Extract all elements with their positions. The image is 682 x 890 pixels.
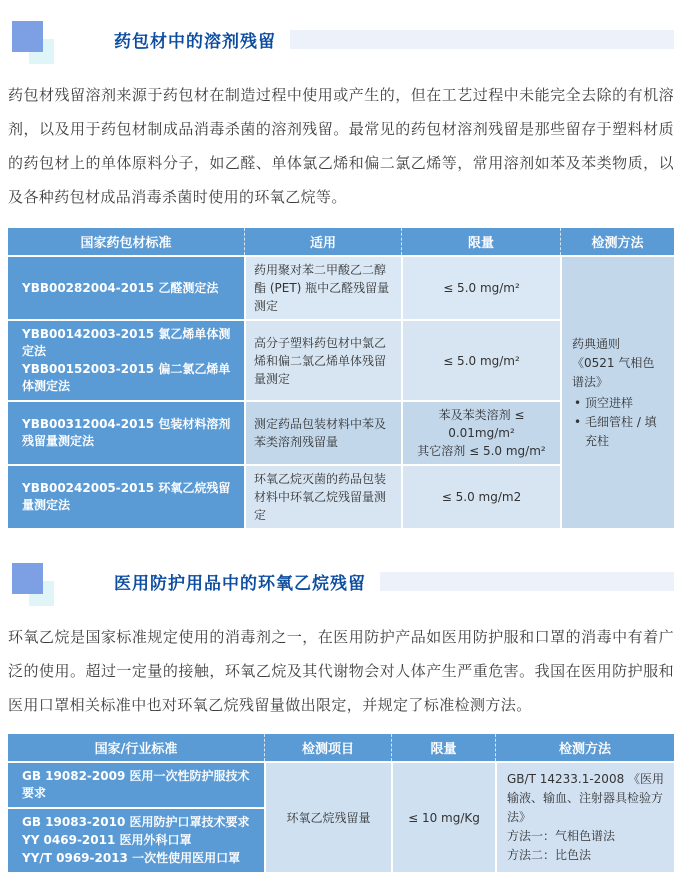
table-row bbox=[8, 761, 674, 807]
method-lines: GB/T 14233.1-2008 《医用输液、输血、注射器具检验方法》 方法一：气相色谱法 方法二：比色法 bbox=[507, 772, 665, 862]
standard-cell: YBB00142003-2015 氯乙烯单体测定法 YBB00152003-2015 偏二氯乙烯单体测定法 bbox=[8, 319, 244, 400]
scope-cell: 高分子塑料药包材中氯乙烯和偏二氯乙烯单体残留量测定 bbox=[244, 319, 401, 400]
limit-cell: ≤ 5.0 mg/m² bbox=[401, 319, 560, 400]
standard-cell: YBB00282004-2015 乙醛测定法 bbox=[8, 255, 244, 319]
solvent-residue-table bbox=[8, 228, 674, 528]
standard-cell: YBB00242005-2015 环氧乙烷残留量测定法 bbox=[8, 464, 244, 528]
table2-header-method: 检测方法 bbox=[495, 734, 674, 761]
table2-header-item: 检测项目 bbox=[264, 734, 391, 761]
scope-cell: 测定药品包装材料中苯及苯类溶剂残留量 bbox=[244, 400, 401, 464]
standard-cell: YBB00312004-2015 包装材料溶剂残留量测定法 bbox=[8, 400, 244, 464]
method-bullet: • 顶空进样 bbox=[572, 394, 666, 413]
method-bullet-list bbox=[572, 394, 666, 451]
standard-cell: GB 19082-2009 医用一次性防护服技术要求 bbox=[8, 761, 264, 807]
scope-cell: 药用聚对苯二甲酸乙二醇酯 (PET) 瓶中乙醛残留量测定 bbox=[244, 255, 401, 319]
method-cell bbox=[560, 255, 674, 528]
method-cell bbox=[495, 761, 674, 872]
table2-header-limit: 限量 bbox=[391, 734, 495, 761]
standard-cell: GB 19083-2010 医用防护口罩技术要求 YY 0469-2011 医用外科口罩 YY/T 0969-2013 一次性使用医用口罩 bbox=[8, 807, 264, 872]
section2-title-bar bbox=[380, 572, 674, 591]
limit-cell: ≤ 10 mg/Kg bbox=[391, 761, 495, 872]
section2-header bbox=[8, 556, 674, 606]
section1-title-bar bbox=[290, 30, 674, 49]
blue-square-icon bbox=[12, 21, 43, 52]
limit-cell: 苯及苯类溶剂 ≤ 0.01mg/m² 其它溶剂 ≤ 5.0 mg/m² bbox=[401, 400, 560, 464]
section1-header bbox=[8, 14, 674, 64]
section-marker-icon bbox=[8, 14, 56, 64]
table2-header-row bbox=[8, 734, 674, 761]
table-row bbox=[8, 255, 674, 319]
blue-square-icon bbox=[12, 563, 43, 594]
limit-cell: ≤ 5.0 mg/m2 bbox=[401, 464, 560, 528]
table1-header-method: 检测方法 bbox=[560, 228, 674, 255]
table1-header-scope: 适用 bbox=[244, 228, 401, 255]
section1-title: 药包材中的溶剂残留 bbox=[114, 31, 276, 52]
limit-cell: ≤ 5.0 mg/m² bbox=[401, 255, 560, 319]
section2-paragraph: 环氧乙烷是国家标准规定使用的消毒剂之一，在医用防护产品如医用防护服和口罩的消毒中有着广泛的使用。超过一定量的接触，环氧乙烷及其代谢物会对人体产生严重危害。我国在医用防护服和医用口罩相关标准中也对环氧乙烷残留量做出限定，并规定了标准检测方法。 bbox=[8, 628, 674, 714]
method-bullet: • 毛细管柱 / 填充柱 bbox=[572, 413, 666, 451]
item-cell: 环氧乙烷残留量 bbox=[264, 761, 391, 872]
table2-header-standard: 国家/行业标准 bbox=[8, 734, 264, 761]
table1-header-limit: 限量 bbox=[401, 228, 560, 255]
table1-header-row bbox=[8, 228, 674, 255]
section-marker-icon bbox=[8, 556, 56, 606]
table1-header-standard: 国家药包材标准 bbox=[8, 228, 244, 255]
section2-title: 医用防护用品中的环氧乙烷残留 bbox=[114, 573, 366, 594]
method-intro: 药典通则 《0521 气相色谱法》 bbox=[572, 336, 655, 389]
scope-cell: 环氧乙烷灭菌的药品包装材料中环氧乙烷残留量测定 bbox=[244, 464, 401, 528]
section1-paragraph: 药包材残留溶剂来源于药包材在制造过程中使用或产生的，但在工艺过程中未能完全去除的有机溶剂，以及用于药包材制成品消毒杀菌的溶剂残留。最常见的药包材溶剂残留是那些留存于塑料材质的药包材上的单体原料分子，如乙醛、单体氯乙烯和偏二氯乙烯等，常用溶剂如苯及苯类物质，以及各种药包材成品消毒杀菌时使用的环氧乙烷等。 bbox=[8, 86, 674, 206]
protective-products-table bbox=[8, 734, 674, 872]
